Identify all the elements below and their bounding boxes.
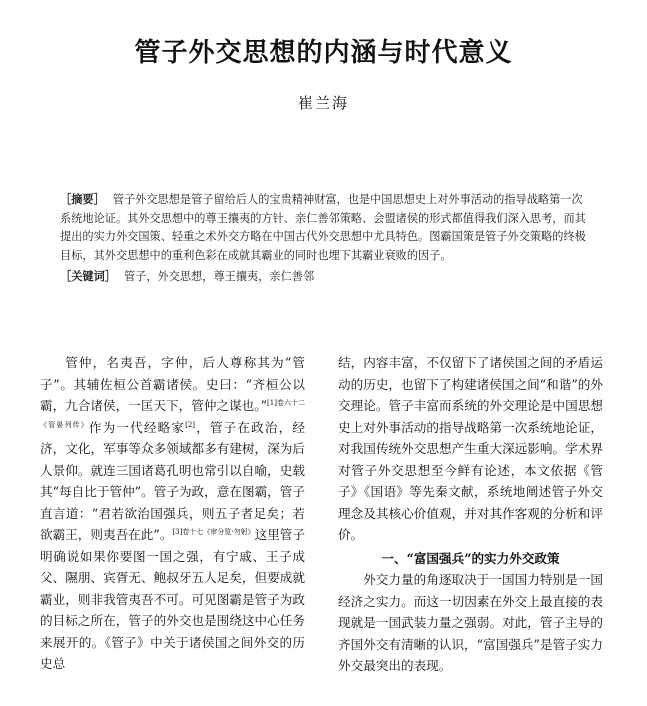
citation-ref: [1]卷六十二《管晏列传》 <box>40 398 305 429</box>
body-text: ，管子在政治，经济，文化，军事等众多领域都多有建树，深为后人景仰。就连三国诸葛孔明也常引以自喻，史载其“每自比于管仲”。管子为政，意在图霸，管子直言道：“君若欲治国强兵，则五子者足矣；若欲霸王，则夷吾在此”。 <box>40 419 306 542</box>
article-author: 崔兰海 <box>297 94 349 112</box>
body-column-right <box>338 352 603 677</box>
citation-ref: [2] <box>185 420 196 429</box>
article-title: 管子外交思想的内涵与时代意义 <box>134 38 513 68</box>
body-paragraph: 外交力量的角逐取决于一国国力特别是一国经济之实力。而这一切因素在外交上最直接的表现就是一国武装力量之强弱。对此，管子主导的齐国外交有清晰的认识，“富国强兵”是管子实力外交最突出的表现。 <box>338 572 603 673</box>
citation-ref: [3]卷十七《审分览·勿躬》 <box>172 527 255 536</box>
abstract-label: ［摘要］ <box>60 192 105 206</box>
section-heading: 一、“富国强兵”的实力外交政策 <box>381 550 560 566</box>
abstract-block <box>60 190 590 287</box>
keywords-text: 管子，外交思想，尊王攘夷，亲仁善邻 <box>123 270 315 283</box>
body-text: 作为一代经略家 <box>88 419 186 435</box>
abstract-text: 管子外交思想是管子留给后人的宝贵精神财富，也是中国思想史上对外事活动的指导战略第一次系统地论证。其外交思想中的尊王攘夷的方针、亲仁善邻策略、会盟诸侯的形式都值得我们深入思考，而其提出的实力外交国策、轻重之术外交方略在中国古代外交思想中尤具特色。图霸国策是管子外交策略的终极目标，其外交思想中的重利色彩在成就其霸业的同时也埋下其霸业衰败的因子。 <box>60 193 586 262</box>
body-paragraph <box>40 352 305 675</box>
body-column-left <box>40 352 305 675</box>
keywords <box>60 267 590 287</box>
abstract <box>60 190 590 265</box>
body-text: 这里管子明确说如果你要图一国之强，有宁戚、王子成父、隰朋、宾胥无、鲍叔牙五人足矣，但要成就霸业，则非我管夷吾不可。可见图霸是管子为政的目标之所在，管子的外交也是围绕这中心任务来展开的。《管子》中关于诸侯国之间外交的历史总 <box>40 527 305 671</box>
body-text: 管仲，名夷吾，字仲，后人尊称其为“管子”。其辅佐桓公首霸诸侯。史曰：“齐桓公以霸，九合诸侯，一匡天下，管仲之谋也。” <box>40 355 305 413</box>
keywords-label: ［关键词］ <box>60 269 116 283</box>
body-paragraph: 结，内容丰富，不仅留下了诸侯国之间的矛盾运动的历史，也留下了构建诸侯国之间“和谐”的外交理论。管子丰富而系统的外交理论是中国思想史上对外事活动的指导战略第一次系统地论证，对我国传统外交思想产生重大深远影响。学术界对管子外交思想至今鲜有论述，本文依据《管子》《国语》等先秦文献，系统地阐述管子外交理念及其核心价值观，并对其作客观的分析和评价。 <box>338 355 603 542</box>
